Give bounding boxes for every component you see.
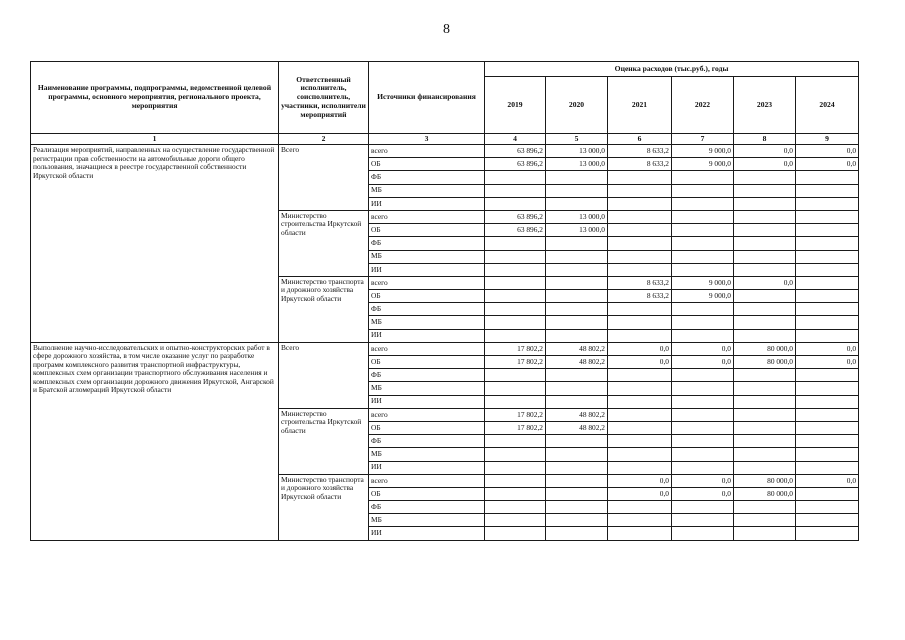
- column-number: 4: [485, 134, 546, 145]
- expense-value: [734, 369, 796, 382]
- expense-value: [485, 171, 546, 184]
- expense-value: 13 000,0: [546, 210, 608, 223]
- expense-value: [672, 197, 734, 210]
- expense-value: [796, 290, 859, 303]
- expense-value: 8 633,2: [608, 290, 672, 303]
- expense-value: [734, 329, 796, 342]
- expense-value: [734, 527, 796, 540]
- expense-value: [672, 210, 734, 223]
- funding-source: ФБ: [369, 171, 485, 184]
- expense-value: [734, 316, 796, 329]
- expense-value: [546, 290, 608, 303]
- activity-name: Реализация мероприятий, направленных на осуществление государственной регистрации прав собственности на автомобильные дороги общего пользования, значащиеся в реестре государственной собственности Иркутской области: [31, 145, 279, 343]
- expense-value: [546, 487, 608, 500]
- funding-source: всего: [369, 276, 485, 289]
- expense-value: 8 633,2: [608, 145, 672, 158]
- expense-value: [485, 263, 546, 276]
- expense-value: [608, 316, 672, 329]
- expense-value: [796, 303, 859, 316]
- expense-value: [734, 224, 796, 237]
- expense-value: 0,0: [608, 474, 672, 487]
- funding-source: ОБ: [369, 356, 485, 369]
- responsible-executor: Министерство строительства Иркутской области: [279, 408, 369, 474]
- expense-value: [546, 263, 608, 276]
- expense-value: [734, 263, 796, 276]
- expense-value: [672, 303, 734, 316]
- expense-value: [796, 369, 859, 382]
- column-number: 1: [31, 134, 279, 145]
- header-year: 2020: [546, 77, 608, 134]
- expense-value: [608, 369, 672, 382]
- expense-value: [672, 184, 734, 197]
- expense-value: [672, 514, 734, 527]
- expense-value: [485, 474, 546, 487]
- expense-value: 0,0: [672, 474, 734, 487]
- expense-value: [485, 237, 546, 250]
- expense-value: [672, 250, 734, 263]
- expense-value: [608, 435, 672, 448]
- column-number: 5: [546, 134, 608, 145]
- expense-value: [608, 408, 672, 421]
- column-number: 3: [369, 134, 485, 145]
- expense-value: 48 802,2: [546, 408, 608, 421]
- expense-value: [546, 276, 608, 289]
- funding-source: МБ: [369, 382, 485, 395]
- funding-source: ИИ: [369, 263, 485, 276]
- expense-value: [485, 197, 546, 210]
- funding-source: ФБ: [369, 501, 485, 514]
- expense-value: [734, 448, 796, 461]
- expense-value: [546, 329, 608, 342]
- expense-value: [608, 237, 672, 250]
- expense-value: 8 633,2: [608, 276, 672, 289]
- header-year: 2023: [734, 77, 796, 134]
- expense-value: [796, 527, 859, 540]
- expense-value: [796, 276, 859, 289]
- header-year: 2024: [796, 77, 859, 134]
- header-name: Наименование программы, подпрограммы, ведомственной целевой программы, основного мероприятия, регионального проекта, мероприятия: [31, 62, 279, 134]
- funding-source: ОБ: [369, 158, 485, 171]
- expense-value: [485, 501, 546, 514]
- expense-value: [796, 461, 859, 474]
- expense-value: [485, 290, 546, 303]
- expense-value: [546, 369, 608, 382]
- funding-source: ИИ: [369, 461, 485, 474]
- header-year: 2021: [608, 77, 672, 134]
- expense-value: 0,0: [734, 276, 796, 289]
- funding-source: ФБ: [369, 435, 485, 448]
- table-row: [31, 145, 859, 158]
- expense-value: [734, 408, 796, 421]
- expense-value: 13 000,0: [546, 158, 608, 171]
- expense-value: [485, 395, 546, 408]
- expense-value: [672, 263, 734, 276]
- expense-value: [734, 382, 796, 395]
- funding-source: ИИ: [369, 527, 485, 540]
- expense-value: [485, 250, 546, 263]
- funding-source: ОБ: [369, 224, 485, 237]
- expense-value: [796, 408, 859, 421]
- expense-value: [608, 224, 672, 237]
- funding-source: ОБ: [369, 421, 485, 434]
- funding-source: ФБ: [369, 237, 485, 250]
- expense-value: 0,0: [796, 158, 859, 171]
- funding-source: ФБ: [369, 303, 485, 316]
- expense-value: 80 000,0: [734, 487, 796, 500]
- header-estimate: Оценка расходов (тыс.руб.), годы: [485, 62, 859, 77]
- expense-value: [485, 487, 546, 500]
- expense-value: [485, 369, 546, 382]
- header-year: 2022: [672, 77, 734, 134]
- expense-value: [796, 395, 859, 408]
- expense-value: [796, 382, 859, 395]
- expense-value: [796, 171, 859, 184]
- expense-value: 0,0: [672, 342, 734, 355]
- expense-value: [608, 395, 672, 408]
- expense-value: [796, 210, 859, 223]
- budget-table: [30, 61, 859, 541]
- expense-value: 63 896,2: [485, 158, 546, 171]
- expense-value: 63 896,2: [485, 224, 546, 237]
- expense-value: [734, 421, 796, 434]
- expense-value: 0,0: [796, 342, 859, 355]
- expense-value: [485, 303, 546, 316]
- expense-value: 9 000,0: [672, 158, 734, 171]
- expense-value: [672, 369, 734, 382]
- expense-value: [546, 382, 608, 395]
- expense-value: [672, 501, 734, 514]
- expense-value: [485, 184, 546, 197]
- expense-value: [546, 197, 608, 210]
- expense-value: [672, 421, 734, 434]
- expense-value: [796, 263, 859, 276]
- expense-value: [796, 224, 859, 237]
- expense-value: [796, 501, 859, 514]
- expense-value: 9 000,0: [672, 145, 734, 158]
- expense-value: [546, 514, 608, 527]
- expense-value: [734, 501, 796, 514]
- expense-value: [485, 276, 546, 289]
- expense-value: 0,0: [672, 356, 734, 369]
- expense-value: [672, 382, 734, 395]
- expense-value: [796, 237, 859, 250]
- expense-value: [608, 171, 672, 184]
- funding-source: всего: [369, 342, 485, 355]
- header-year: 2019: [485, 77, 546, 134]
- expense-value: [485, 382, 546, 395]
- expense-value: [672, 527, 734, 540]
- expense-value: 9 000,0: [672, 290, 734, 303]
- expense-value: [546, 448, 608, 461]
- expense-value: [608, 501, 672, 514]
- expense-value: [608, 461, 672, 474]
- activity-name: Выполнение научно-исследовательских и опытно-конструкторских работ в сфере дорожного хозяйства, в том числе оказание услуг по разработке программ комплексного развития транспортной инфраструктуры, комплексных схем организации транспортного обслуживания населения и комплексных схем организации дорожного движения Иркутской, Ангарской и Братской агломераций Иркутской области: [31, 342, 279, 540]
- funding-source: МБ: [369, 448, 485, 461]
- expense-value: [672, 316, 734, 329]
- expense-value: [485, 329, 546, 342]
- expense-value: [734, 197, 796, 210]
- expense-value: [796, 421, 859, 434]
- funding-source: ФБ: [369, 369, 485, 382]
- expense-value: 0,0: [608, 342, 672, 355]
- column-number: 6: [608, 134, 672, 145]
- expense-value: [796, 435, 859, 448]
- funding-source: всего: [369, 210, 485, 223]
- expense-value: [546, 527, 608, 540]
- table-header: [31, 62, 859, 145]
- expense-value: 0,0: [672, 487, 734, 500]
- responsible-executor: Министерство транспорта и дорожного хозяйства Иркутской области: [279, 276, 369, 342]
- expense-value: 8 633,2: [608, 158, 672, 171]
- expense-value: [608, 210, 672, 223]
- expense-value: [546, 474, 608, 487]
- funding-source: ИИ: [369, 329, 485, 342]
- funding-source: ОБ: [369, 290, 485, 303]
- expense-value: [546, 237, 608, 250]
- expense-value: 48 802,2: [546, 421, 608, 434]
- expense-value: 63 896,2: [485, 210, 546, 223]
- expense-value: [608, 263, 672, 276]
- expense-value: [608, 421, 672, 434]
- expense-value: [546, 435, 608, 448]
- expense-value: 80 000,0: [734, 342, 796, 355]
- expense-value: [796, 197, 859, 210]
- expense-value: [672, 237, 734, 250]
- responsible-executor: Всего: [279, 342, 369, 408]
- expense-value: [796, 514, 859, 527]
- expense-value: [672, 224, 734, 237]
- funding-source: всего: [369, 145, 485, 158]
- expense-value: 80 000,0: [734, 356, 796, 369]
- responsible-executor: Министерство транспорта и дорожного хозяйства Иркутской области: [279, 474, 369, 540]
- expense-value: [608, 382, 672, 395]
- expense-value: [485, 461, 546, 474]
- expense-value: [796, 329, 859, 342]
- expense-value: [485, 316, 546, 329]
- expense-value: [796, 487, 859, 500]
- expense-value: 17 802,2: [485, 356, 546, 369]
- expense-value: 63 896,2: [485, 145, 546, 158]
- funding-source: всего: [369, 408, 485, 421]
- expense-value: [734, 210, 796, 223]
- expense-value: [546, 501, 608, 514]
- funding-source: ИИ: [369, 197, 485, 210]
- page-number: 8: [443, 22, 450, 37]
- expense-value: [608, 250, 672, 263]
- expense-value: [608, 329, 672, 342]
- expense-value: [546, 395, 608, 408]
- expense-value: [672, 329, 734, 342]
- expense-value: [734, 514, 796, 527]
- expense-value: 48 802,2: [546, 342, 608, 355]
- expense-value: [734, 237, 796, 250]
- column-number: 8: [734, 134, 796, 145]
- header-sources: Источники финансирования: [369, 62, 485, 134]
- expense-value: 17 802,2: [485, 408, 546, 421]
- expense-value: [796, 184, 859, 197]
- expense-value: [608, 303, 672, 316]
- header-responsible: Ответственный исполнитель, соисполнитель, участники, исполнители мероприятий: [279, 62, 369, 134]
- expense-value: [608, 197, 672, 210]
- expense-value: [546, 303, 608, 316]
- funding-source: всего: [369, 474, 485, 487]
- table-body: [31, 145, 859, 541]
- expense-value: [546, 184, 608, 197]
- column-number: 2: [279, 134, 369, 145]
- expense-value: 0,0: [734, 145, 796, 158]
- expense-value: 0,0: [796, 356, 859, 369]
- expense-value: [608, 514, 672, 527]
- expense-value: [734, 250, 796, 263]
- funding-source: МБ: [369, 316, 485, 329]
- expense-value: [546, 461, 608, 474]
- table-row: [31, 342, 859, 355]
- expense-value: [734, 184, 796, 197]
- funding-source: ОБ: [369, 487, 485, 500]
- expense-value: [672, 171, 734, 184]
- expense-value: [672, 395, 734, 408]
- expense-value: [546, 316, 608, 329]
- responsible-executor: Всего: [279, 145, 369, 211]
- expense-value: [485, 435, 546, 448]
- funding-source: МБ: [369, 514, 485, 527]
- expense-value: [734, 461, 796, 474]
- expense-value: [734, 435, 796, 448]
- column-number: 9: [796, 134, 859, 145]
- expense-value: 17 802,2: [485, 421, 546, 434]
- expense-value: [485, 514, 546, 527]
- expense-value: [796, 250, 859, 263]
- expense-value: [672, 435, 734, 448]
- expense-value: [546, 250, 608, 263]
- expense-value: [734, 171, 796, 184]
- expense-value: [608, 527, 672, 540]
- expense-value: 0,0: [796, 474, 859, 487]
- expense-value: [672, 448, 734, 461]
- expense-value: 0,0: [608, 487, 672, 500]
- expense-value: 17 802,2: [485, 342, 546, 355]
- expense-value: [485, 448, 546, 461]
- expense-value: [734, 303, 796, 316]
- expense-value: [734, 290, 796, 303]
- expense-value: 13 000,0: [546, 224, 608, 237]
- expense-value: 9 000,0: [672, 276, 734, 289]
- expense-value: [796, 316, 859, 329]
- expense-value: 13 000,0: [546, 145, 608, 158]
- expense-value: 48 802,2: [546, 356, 608, 369]
- column-number: 7: [672, 134, 734, 145]
- funding-source: ИИ: [369, 395, 485, 408]
- expense-value: 80 000,0: [734, 474, 796, 487]
- expense-value: [608, 448, 672, 461]
- expense-value: [796, 448, 859, 461]
- expense-value: 0,0: [734, 158, 796, 171]
- expense-value: [672, 461, 734, 474]
- funding-source: МБ: [369, 184, 485, 197]
- expense-value: [485, 527, 546, 540]
- expense-value: [608, 184, 672, 197]
- expense-value: 0,0: [608, 356, 672, 369]
- expense-value: 0,0: [796, 145, 859, 158]
- expense-value: [546, 171, 608, 184]
- funding-source: МБ: [369, 250, 485, 263]
- expense-value: [734, 395, 796, 408]
- expense-value: [672, 408, 734, 421]
- responsible-executor: Министерство строительства Иркутской области: [279, 210, 369, 276]
